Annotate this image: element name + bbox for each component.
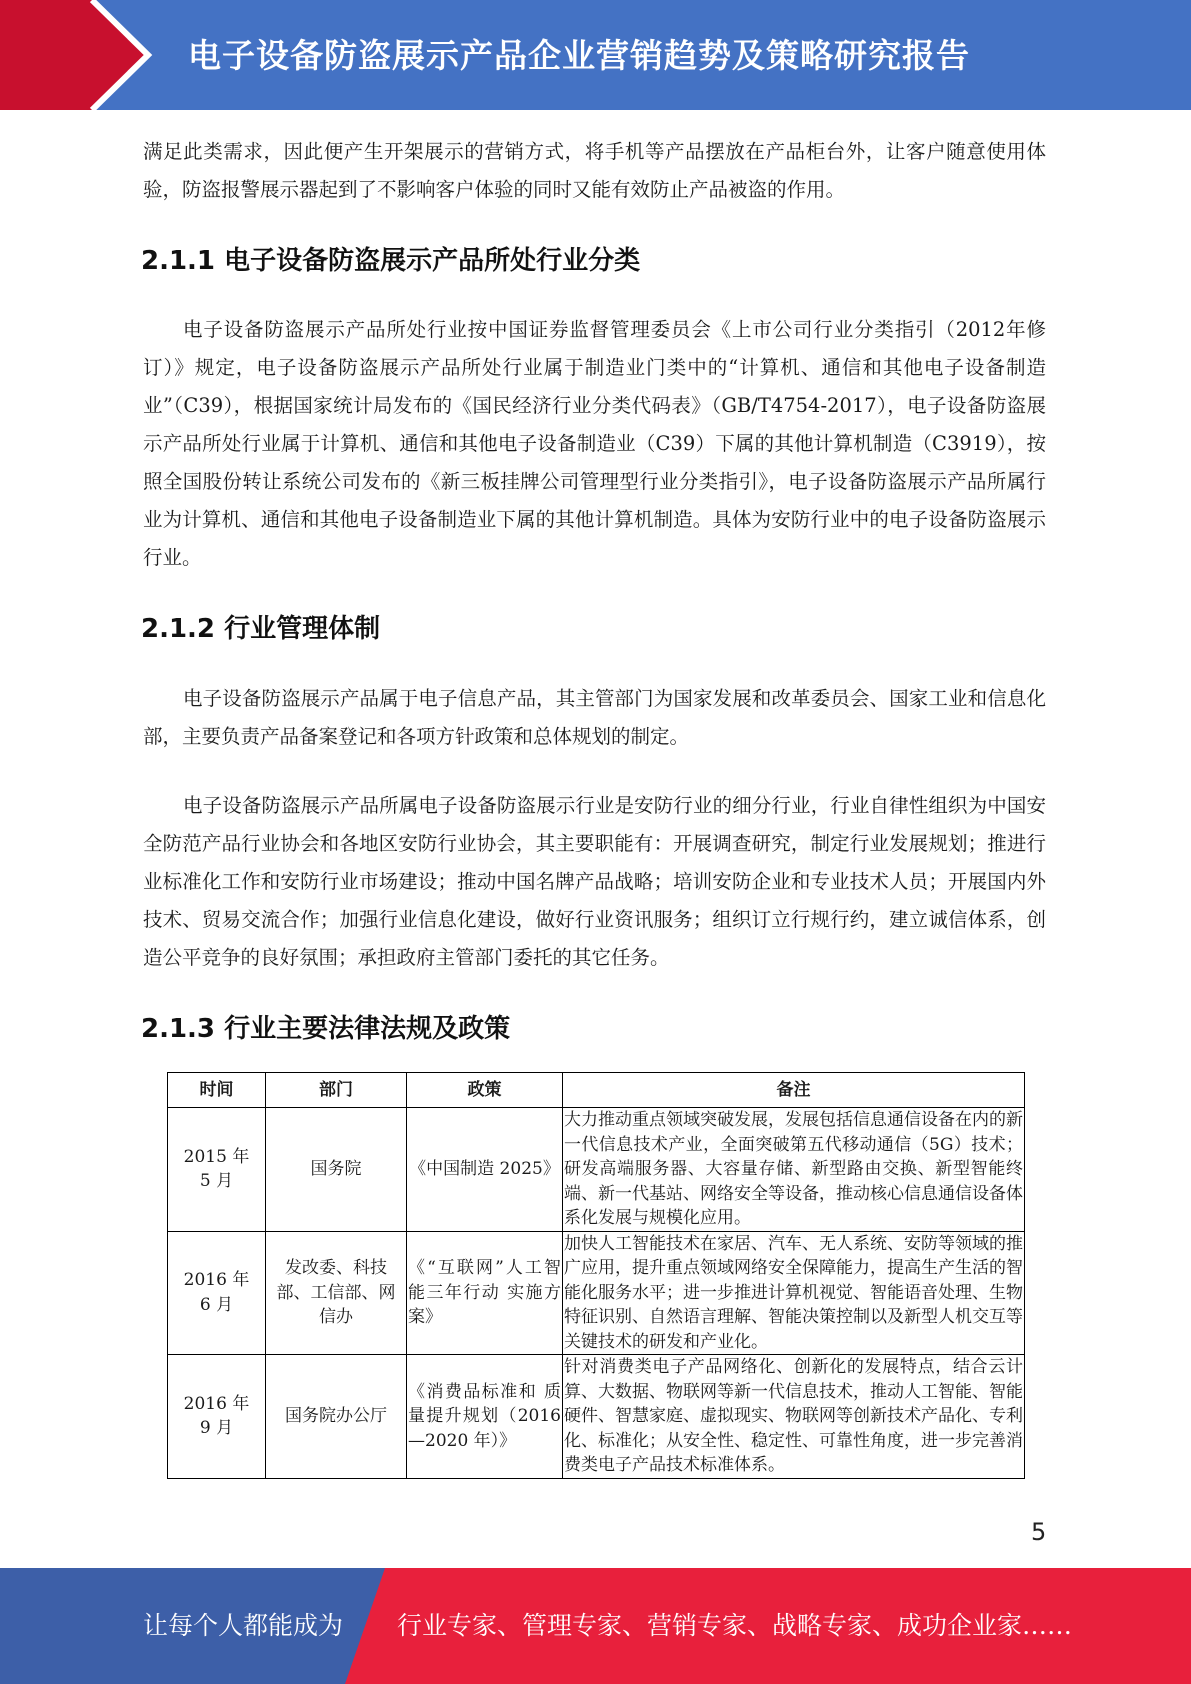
cell-policy: 《中国制造 2025》 <box>407 1108 563 1232</box>
cell-policy: 《“互联网”人工智能三年行动 实施方案》 <box>407 1231 563 1355</box>
management-paragraph-1: 电子设备防盗展示产品属于电子信息产品，其主管部门为国家发展和改革委员会、国家工业和信息化部，主要负责产品备案登记和各项方针政策和总体规划的制定。 <box>143 687 1046 748</box>
heading-2-1-2: 2.1.2 行业管理体制 <box>141 614 381 644</box>
header-department: 部门 <box>266 1073 407 1108</box>
cell-note: 加快人工智能技术在家居、汽车、无人系统、安防等领域的推广应用，提升重点领域网络安全保障能力，提高生产生活的智能化服务水平；进一步推进计算机视觉、智能语音处理、生物特征识别、自然语言理解、智能决策控制以及新型人机交互等关键技术的研发和产业化。 <box>563 1231 1025 1355</box>
header-note: 备注 <box>563 1073 1025 1108</box>
table-row <box>168 1108 1025 1232</box>
cell-note: 针对消费类电子产品网络化、创新化的发展特点，结合云计算、大数据、物联网等新一代信息技术，推动人工智能、智能硬件、智慧家庭、虚拟现实、物联网等创新技术产品化、专利化、标准化；从安全性、稳定性、可靠性角度，进一步完善消费类电子产品技术标准体系。 <box>563 1355 1025 1479</box>
table-header-row <box>168 1073 1025 1108</box>
footer-banner <box>0 1568 1191 1684</box>
heading-2-1-3: 2.1.3 行业主要法律法规及政策 <box>141 1014 511 1044</box>
classification-paragraph: 电子设备防盗展示产品所处行业按中国证券监督管理委员会《上市公司行业分类指引（2012年修订）》规定，电子设备防盗展示产品所处行业属于制造业门类中的“计算机、通信和其他电子设备制造业”（C39），根据国家统计局发布的《国民经济行业分类代码表》（GB/T4754-2017），电子设备防盗展示产品所处行业属于计算机、通信和其他电子设备制造业（C39）下属的其他计算机制造（C3919），按照全国股份转让系统公司发布的《新三板挂牌公司管理型行业分类指引》，电子设备防盗展示产品所属行业为计算机、通信和其他电子设备制造业下属的其他计算机制造。具体为安防行业中的电子设备防盗展示行业。 <box>143 318 1046 569</box>
cell-department: 发改委、科技部、工信部、网信办 <box>266 1231 407 1355</box>
footer-slogan-right: 行业专家、管理专家、营销专家、战略专家、成功企业家…… <box>397 1611 1073 1640</box>
cell-department: 国务院 <box>266 1108 407 1232</box>
report-title: 电子设备防盗展示产品企业营销趋势及策略研究报告 <box>188 36 970 75</box>
header-policy: 政策 <box>407 1073 563 1108</box>
cell-time: 2015 年 5 月 <box>168 1108 266 1232</box>
cell-note: 大力推动重点领域突破发展，发展包括信息通信设备在内的新一代信息技术产业，全面突破第五代移动通信（5G）技术；研发高端服务器、大容量存储、新型路由交换、新型智能终端、新一代基站、网络安全等设备，推动核心信息通信设备体系化发展与规模化应用。 <box>563 1108 1025 1232</box>
heading-2-1-1: 2.1.1 电子设备防盗展示产品所处行业分类 <box>141 246 641 276</box>
policy-table <box>167 1072 1025 1479</box>
footer-slogan-left: 让每个人都能成为 <box>143 1611 344 1640</box>
management-paragraph-2: 电子设备防盗展示产品所属电子设备防盗展示行业是安防行业的细分行业，行业自律性组织为中国安全防范产品行业协会和各地区安防行业协会，其主要职能有：开展调查研究，制定行业发展规划；推进行业标准化工作和安防行业市场建设；推动中国名牌产品战略；培训安防企业和专业技术人员；开展国内外技术、贸易交流合作；加强行业信息化建设，做好行业资讯服务；组织订立行规行约，建立诚信体系，创造公平竞争的良好氛围；承担政府主管部门委托的其它任务。 <box>143 794 1046 969</box>
cell-department: 国务院办公厅 <box>266 1355 407 1479</box>
page-number: 5 <box>1031 1518 1047 1546</box>
header-time: 时间 <box>168 1073 266 1108</box>
cell-time: 2016 年 9 月 <box>168 1355 266 1479</box>
header-banner <box>0 0 1191 110</box>
intro-paragraph: 满足此类需求，因此便产生开架展示的营销方式，将手机等产品摆放在产品柜台外，让客户随意使用体验，防盗报警展示器起到了不影响客户体验的同时又能有效防止产品被盗的作用。 <box>143 140 1046 201</box>
table-row <box>168 1231 1025 1355</box>
table-row <box>168 1355 1025 1479</box>
cell-policy: 《消费品标准和 质量提升规划（2016—2020 年）》 <box>407 1355 563 1479</box>
policy-table-container <box>167 1072 1024 1475</box>
cell-time: 2016 年 6 月 <box>168 1231 266 1355</box>
